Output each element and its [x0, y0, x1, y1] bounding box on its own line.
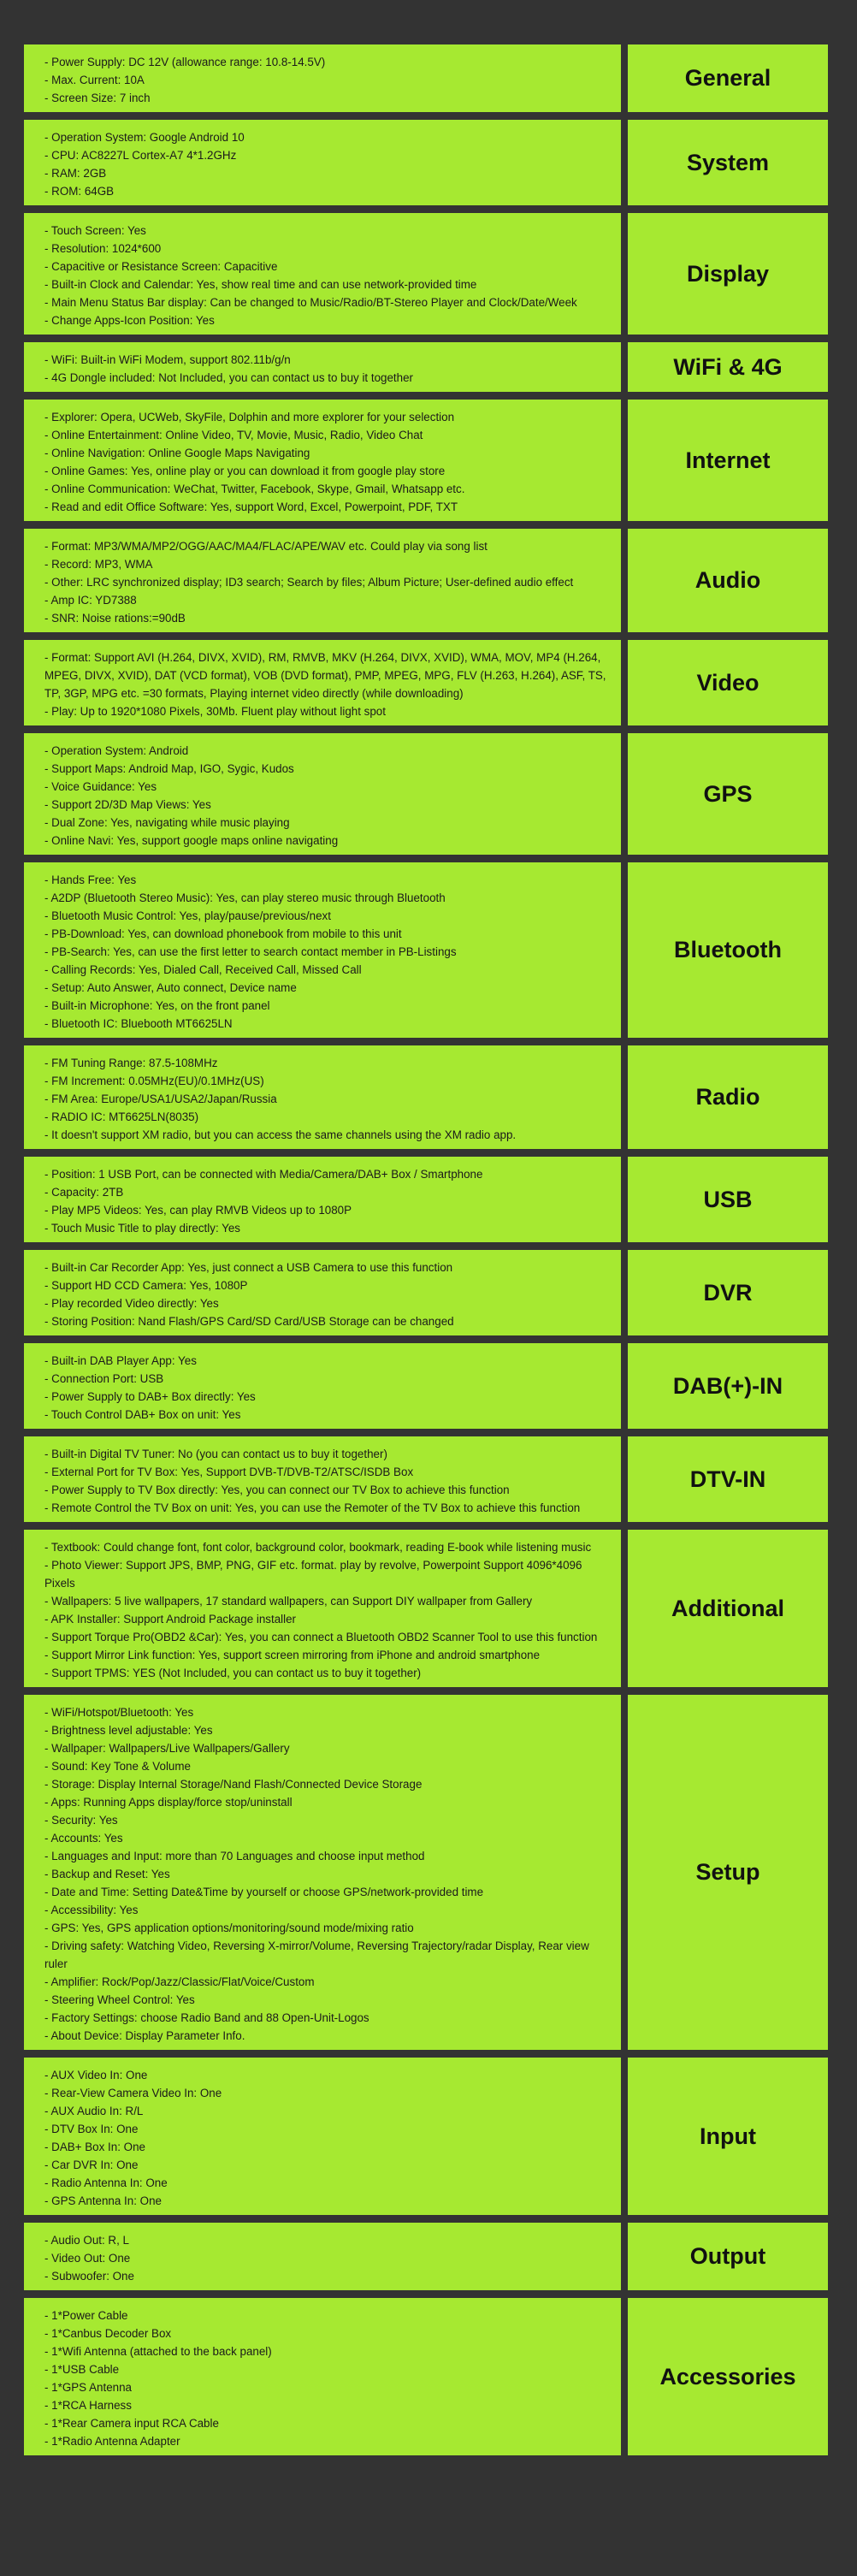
spec-line: - Hands Free: Yes — [44, 873, 137, 886]
spec-line: - AUX Video In: One — [44, 2069, 148, 2082]
spec-line: - Bluetooth Music Control: Yes, play/pause/previous/next — [44, 909, 331, 922]
spec-line: - Amplifier: Rock/Pop/Jazz/Classic/Flat/Voice/Custom — [44, 1975, 315, 1988]
spec-line: - 1*Radio Antenna Adapter — [44, 2435, 180, 2448]
spec-line: - Position: 1 USB Port, can be connected with Media/Camera/DAB+ Box / Smartphone — [44, 1168, 483, 1181]
spec-description-wifi-4g — [24, 342, 621, 392]
spec-line: - A2DP (Bluetooth Stereo Music): Yes, can play stereo music through Bluetooth — [44, 891, 446, 904]
spec-line: - Textbook: Could change font, font color, background color, bookmark, reading E-book while listening music — [44, 1541, 592, 1554]
spec-description-audio — [24, 529, 621, 632]
spec-line: - PB-Search: Yes, can use the first letter to search contact member in PB-Listings — [44, 945, 457, 958]
spec-category-internet: Internet — [628, 400, 828, 521]
spec-line: - Wallpaper: Wallpapers/Live Wallpapers/Gallery — [44, 1742, 290, 1755]
spec-category-display: Display — [628, 213, 828, 335]
spec-category-radio: Radio — [628, 1045, 828, 1149]
spec-description-bluetooth — [24, 862, 621, 1038]
spec-description-dvr — [24, 1250, 621, 1335]
spec-line: - External Port for TV Box: Yes, Support DVB-T/DVB-T2/ATSC/ISDB Box — [44, 1466, 414, 1478]
spec-description-usb — [24, 1157, 621, 1242]
spec-line: - WiFi: Built-in WiFi Modem, support 802.11b/g/n — [44, 353, 291, 366]
spec-line: - Touch Control DAB+ Box on unit: Yes — [44, 1408, 241, 1421]
spec-line: - AUX Audio In: R/L — [44, 2105, 144, 2117]
spec-line: - Max. Current: 10A — [44, 74, 145, 86]
spec-line: - Online Communication: WeChat, Twitter, Facebook, Skype, Gmail, Whatsapp etc. — [44, 483, 465, 495]
spec-line: - Photo Viewer: Support JPS, BMP, PNG, GIF etc. format. play by revolve, Powerpoint Support 4096*4096 Pixels — [44, 1559, 582, 1590]
spec-line: - Online Games: Yes, online play or you can download it from google play store — [44, 465, 446, 477]
spec-category-dvr: DVR — [628, 1250, 828, 1335]
spec-line: - Other: LRC synchronized display; ID3 search; Search by files; Album Picture; User-defined audio effect — [44, 576, 574, 589]
spec-line: - Built-in DAB Player App: Yes — [44, 1354, 197, 1367]
spec-line: - Security: Yes — [44, 1814, 118, 1827]
spec-description-additional — [24, 1530, 621, 1687]
spec-line: - Change Apps-Icon Position: Yes — [44, 314, 215, 327]
spec-category-audio: Audio — [628, 529, 828, 632]
spec-line: - RADIO IC: MT6625LN(8035) — [44, 1110, 199, 1123]
spec-line: - Amp IC: YD7388 — [44, 594, 137, 607]
spec-category-setup: Setup — [628, 1695, 828, 2050]
spec-line: - Factory Settings: choose Radio Band and 88 Open-Unit-Logos — [44, 2011, 369, 2024]
spec-line: - SNR: Noise rations:=90dB — [44, 612, 186, 625]
spec-description-display — [24, 213, 621, 335]
spec-category-dab-in: DAB(+)-IN — [628, 1343, 828, 1429]
spec-line: - Bluetooth IC: Bluebooth MT6625LN — [44, 1017, 233, 1030]
spec-line: - Built-in Digital TV Tuner: No (you can contact us to buy it together) — [44, 1448, 387, 1460]
spec-line: - Accessibility: Yes — [44, 1904, 139, 1916]
spec-line: - Record: MP3, WMA — [44, 558, 153, 571]
spec-table — [24, 44, 833, 2455]
spec-line: - Apps: Running Apps display/force stop/uninstall — [44, 1796, 293, 1809]
spec-line: - Dual Zone: Yes, navigating while music playing — [44, 816, 290, 829]
spec-line: - Play MP5 Videos: Yes, can play RMVB Videos up to 1080P — [44, 1204, 352, 1217]
spec-description-output — [24, 2223, 621, 2290]
spec-line: - Main Menu Status Bar display: Can be changed to Music/Radio/BT-Stereo Player and Clock/Date/Week — [44, 296, 577, 309]
spec-line: - Support TPMS: YES (Not Included, you can contact us to buy it together) — [44, 1667, 422, 1679]
spec-line: - 1*USB Cable — [44, 2363, 120, 2376]
spec-line: - PB-Download: Yes, can download phonebook from mobile to this unit — [44, 927, 402, 940]
spec-line: - 4G Dongle included: Not Included, you can contact us to buy it together — [44, 371, 413, 384]
spec-line: - Support Torque Pro(OBD2 &Car): Yes, you can connect a Bluetooth OBD2 Scanner Tool to use this function — [44, 1631, 598, 1643]
spec-line: - It doesn't support XM radio, but you can access the same channels using the XM radio app. — [44, 1128, 517, 1141]
spec-line: - Support 2D/3D Map Views: Yes — [44, 798, 211, 811]
spec-line: - 1*RCA Harness — [44, 2399, 132, 2412]
spec-line: - Brightness level adjustable: Yes — [44, 1724, 213, 1737]
spec-line: - Power Supply to DAB+ Box directly: Yes — [44, 1390, 256, 1403]
spec-line: - Screen Size: 7 inch — [44, 92, 151, 104]
spec-line: - Subwoofer: One — [44, 2270, 134, 2283]
spec-line: - Power Supply to TV Box directly: Yes, you can connect our TV Box to achieve this function — [44, 1483, 510, 1496]
spec-line: - Touch Music Title to play directly: Yes — [44, 1222, 240, 1235]
spec-line: - Capacitive or Resistance Screen: Capacitive — [44, 260, 278, 273]
spec-line: - Built-in Clock and Calendar: Yes, show real time and can use network-provided time — [44, 278, 477, 291]
spec-line: - About Device: Display Parameter Info. — [44, 2029, 245, 2042]
spec-line: - Car DVR In: One — [44, 2159, 139, 2171]
spec-line: - Operation System: Android — [44, 744, 189, 757]
spec-description-video — [24, 640, 621, 725]
spec-category-output: Output — [628, 2223, 828, 2290]
spec-line: - ROM: 64GB — [44, 185, 115, 198]
spec-line: - 1*Wifi Antenna (attached to the back panel) — [44, 2345, 272, 2358]
spec-line: - Read and edit Office Software: Yes, support Word, Excel, Powerpoint, PDF, TXT — [44, 500, 458, 513]
spec-line: - Capacity: 2TB — [44, 1186, 124, 1199]
spec-line: - CPU: AC8227L Cortex-A7 4*1.2GHz — [44, 149, 237, 162]
spec-line: - Driving safety: Watching Video, Reversing X-mirror/Volume, Reversing Trajectory/radar Display, Rear view ruler — [44, 1939, 589, 1970]
spec-category-additional: Additional — [628, 1530, 828, 1687]
spec-line: - Storage: Display Internal Storage/Nand Flash/Connected Device Storage — [44, 1778, 423, 1791]
spec-line: - Video Out: One — [44, 2252, 131, 2265]
spec-line: - Format: Support AVI (H.264, DIVX, XVID), RM, RMVB, MKV (H.264, DIVX, XVID), WMA, MOV, MP4 (H.264, MPEG, DIVX, XVID), DAT (VCD format), VOB (DVD format), PMP, MPEG, MPG, FLV (H.263, H.264), ASF, TS, TP, 3GP, MPG etc. =30 formats, Playing internet video directly (while downloading) — [44, 651, 606, 700]
spec-line: - Setup: Auto Answer, Auto connect, Device name — [44, 981, 297, 994]
spec-description-system — [24, 120, 621, 205]
spec-category-video: Video — [628, 640, 828, 725]
spec-category-system: System — [628, 120, 828, 205]
spec-category-accessories: Accessories — [628, 2298, 828, 2455]
spec-description-internet — [24, 400, 621, 521]
spec-line: - APK Installer: Support Android Package installer — [44, 1613, 297, 1626]
spec-line: - 1*Rear Camera input RCA Cable — [44, 2417, 219, 2430]
spec-line: - 1*GPS Antenna — [44, 2381, 132, 2394]
spec-line: - DAB+ Box In: One — [44, 2141, 145, 2153]
spec-line: - Backup and Reset: Yes — [44, 1868, 170, 1880]
spec-line: - Support HD CCD Camera: Yes, 1080P — [44, 1279, 248, 1292]
spec-line: - Connection Port: USB — [44, 1372, 164, 1385]
spec-line: - Wallpapers: 5 live wallpapers, 17 standard wallpapers, can Support DIY wallpaper from Gallery — [44, 1595, 533, 1608]
spec-line: - Online Entertainment: Online Video, TV, Movie, Music, Radio, Video Chat — [44, 429, 423, 441]
spec-line: - Accounts: Yes — [44, 1832, 123, 1845]
spec-category-dtv-in: DTV-IN — [628, 1436, 828, 1522]
spec-line: - Resolution: 1024*600 — [44, 242, 162, 255]
spec-line: - Calling Records: Yes, Dialed Call, Received Call, Missed Call — [44, 963, 362, 976]
spec-line: - Steering Wheel Control: Yes — [44, 1993, 195, 2006]
spec-line: - Audio Out: R, L — [44, 2234, 129, 2247]
spec-line: - Support Maps: Android Map, IGO, Sygic, Kudos — [44, 762, 294, 775]
spec-line: - RAM: 2GB — [44, 167, 107, 180]
spec-line: - Date and Time: Setting Date&Time by yourself or choose GPS/network-provided time — [44, 1886, 484, 1898]
spec-line: - Play: Up to 1920*1080 Pixels, 30Mb. Fluent play without light spot — [44, 705, 386, 718]
spec-category-usb: USB — [628, 1157, 828, 1242]
spec-line: - 1*Canbus Decoder Box — [44, 2327, 172, 2340]
spec-line: - DTV Box In: One — [44, 2123, 139, 2135]
spec-description-gps — [24, 733, 621, 855]
spec-line: - WiFi/Hotspot/Bluetooth: Yes — [44, 1706, 194, 1719]
spec-line: - GPS: Yes, GPS application options/monitoring/sound mode/mixing ratio — [44, 1922, 414, 1934]
spec-line: - Online Navi: Yes, support google maps online navigating — [44, 834, 339, 847]
spec-line: - Power Supply: DC 12V (allowance range: 10.8-14.5V) — [44, 56, 326, 68]
spec-line: - Sound: Key Tone & Volume — [44, 1760, 191, 1773]
spec-line: - Touch Screen: Yes — [44, 224, 146, 237]
spec-description-dtv-in — [24, 1436, 621, 1522]
spec-description-radio — [24, 1045, 621, 1149]
spec-line: - Storing Position: Nand Flash/GPS Card/SD Card/USB Storage can be changed — [44, 1315, 454, 1328]
spec-line: - Voice Guidance: Yes — [44, 780, 157, 793]
spec-description-setup — [24, 1695, 621, 2050]
spec-line: - Built-in Microphone: Yes, on the front panel — [44, 999, 270, 1012]
spec-line: - Support Mirror Link function: Yes, support screen mirroring from iPhone and android smartphone — [44, 1649, 541, 1661]
spec-line: - Online Navigation: Online Google Maps Navigating — [44, 447, 310, 459]
spec-category-bluetooth: Bluetooth — [628, 862, 828, 1038]
spec-line: - FM Tuning Range: 87.5-108MHz — [44, 1057, 218, 1069]
spec-description-accessories — [24, 2298, 621, 2455]
spec-line: - Built-in Car Recorder App: Yes, just connect a USB Camera to use this function — [44, 1261, 453, 1274]
spec-line: - FM Area: Europe/USA1/USA2/Japan/Russia — [44, 1093, 277, 1105]
spec-line: - Format: MP3/WMA/MP2/OGG/AAC/MA4/FLAC/APE/WAV etc. Could play via song list — [44, 540, 488, 553]
spec-category-gps: GPS — [628, 733, 828, 855]
spec-line: - 1*Power Cable — [44, 2309, 128, 2322]
spec-description-general — [24, 44, 621, 112]
spec-line: - Languages and Input: more than 70 Languages and choose input method — [44, 1850, 425, 1862]
spec-line: - Explorer: Opera, UCWeb, SkyFile, Dolphin and more explorer for your selection — [44, 411, 455, 423]
spec-line: - Operation System: Google Android 10 — [44, 131, 245, 144]
spec-line: - Play recorded Video directly: Yes — [44, 1297, 219, 1310]
spec-description-dab-in — [24, 1343, 621, 1429]
spec-line: - Rear-View Camera Video In: One — [44, 2087, 222, 2099]
spec-line: - Radio Antenna In: One — [44, 2176, 168, 2189]
spec-line: - Remote Control the TV Box on unit: Yes, you can use the Remoter of the TV Box to achieve this function — [44, 1501, 581, 1514]
spec-line: - FM Increment: 0.05MHz(EU)/0.1MHz(US) — [44, 1075, 264, 1087]
spec-line: - GPS Antenna In: One — [44, 2194, 162, 2207]
spec-description-input — [24, 2058, 621, 2215]
spec-category-wifi-4g: WiFi & 4G — [628, 342, 828, 392]
spec-category-input: Input — [628, 2058, 828, 2215]
spec-category-general: General — [628, 44, 828, 112]
